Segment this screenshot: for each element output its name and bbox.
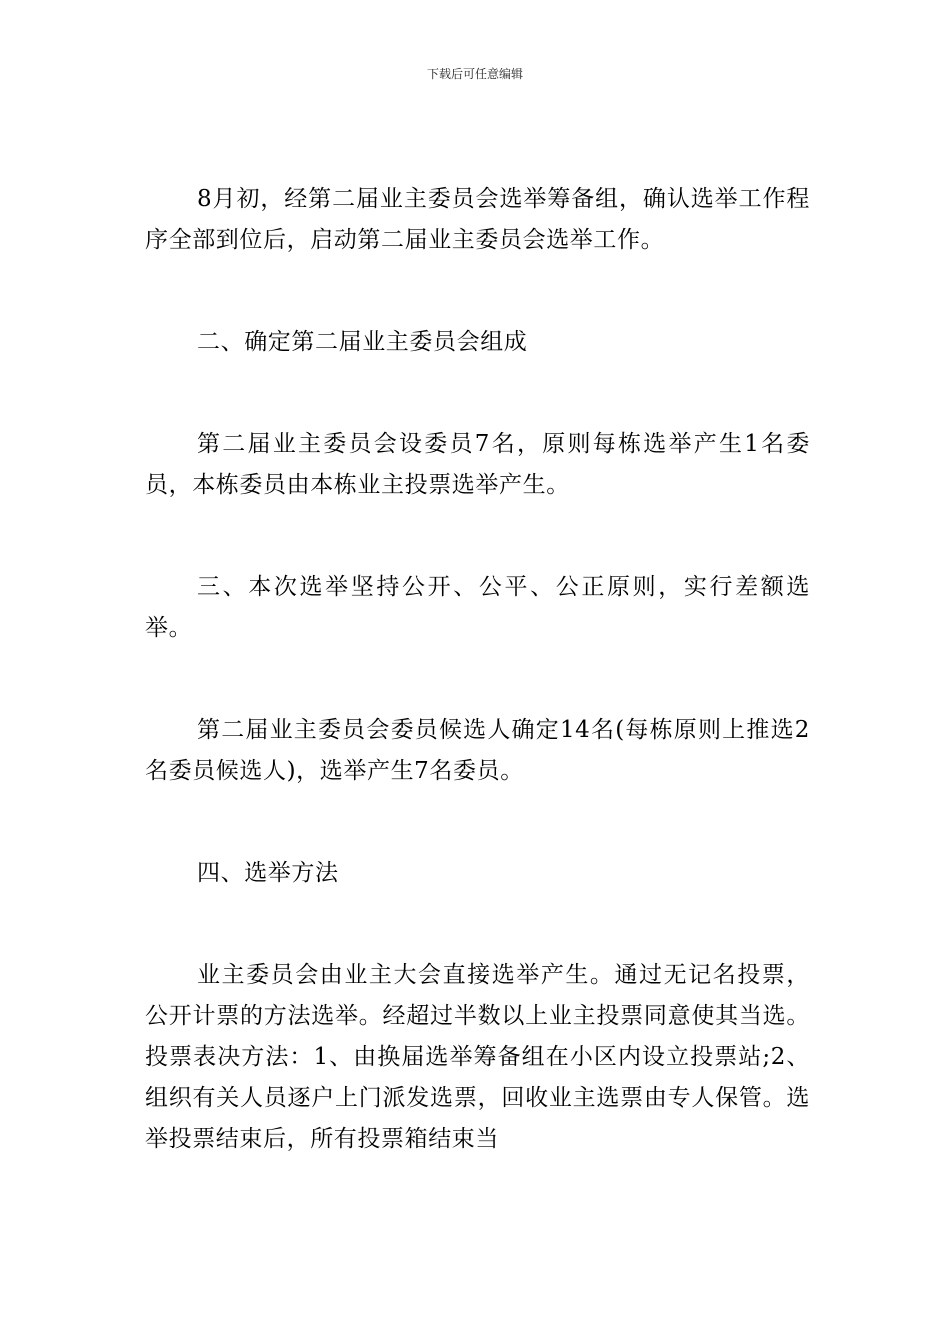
- paragraph-voting-method: 业主委员会由业主大会直接选举产生。通过无记名投票，公开计票的方法选举。经超过半数以上业主投票同意使其当选。投票表决方法：1、由换届选举筹备组在小区内设立投票站;2、组织有关人员逐户上门派发选票，回收业主选票由专人保管。选举投票结束后，所有投票箱结束当: [145, 962, 810, 1152]
- document-body: [145, 179, 810, 1160]
- section-heading-committee-composition: 二、确定第二届业主委员会组成: [197, 329, 528, 355]
- paragraph-election-start: 8月初，经第二届业主委员会选举筹备组，确认选举工作程序全部到位后，启动第二届业主委员会选举工作。: [145, 186, 810, 253]
- section-heading-election-principles: 三、本次选举坚持公开、公平、公正原则，实行差额选举。: [145, 574, 810, 641]
- paragraph-candidates: 第二届业主委员会委员候选人确定14名(每栋原则上推选2名委员候选人)，选举产生7名委员。: [145, 717, 810, 784]
- page-header: 下载后可任意编辑: [426, 67, 523, 81]
- section-heading-election-method: 四、选举方法: [197, 860, 339, 886]
- paragraph-committee-members: 第二届业主委员会设委员7名，原则每栋选举产生1名委员，本栋委员由本栋业主投票选举产生。: [145, 431, 810, 498]
